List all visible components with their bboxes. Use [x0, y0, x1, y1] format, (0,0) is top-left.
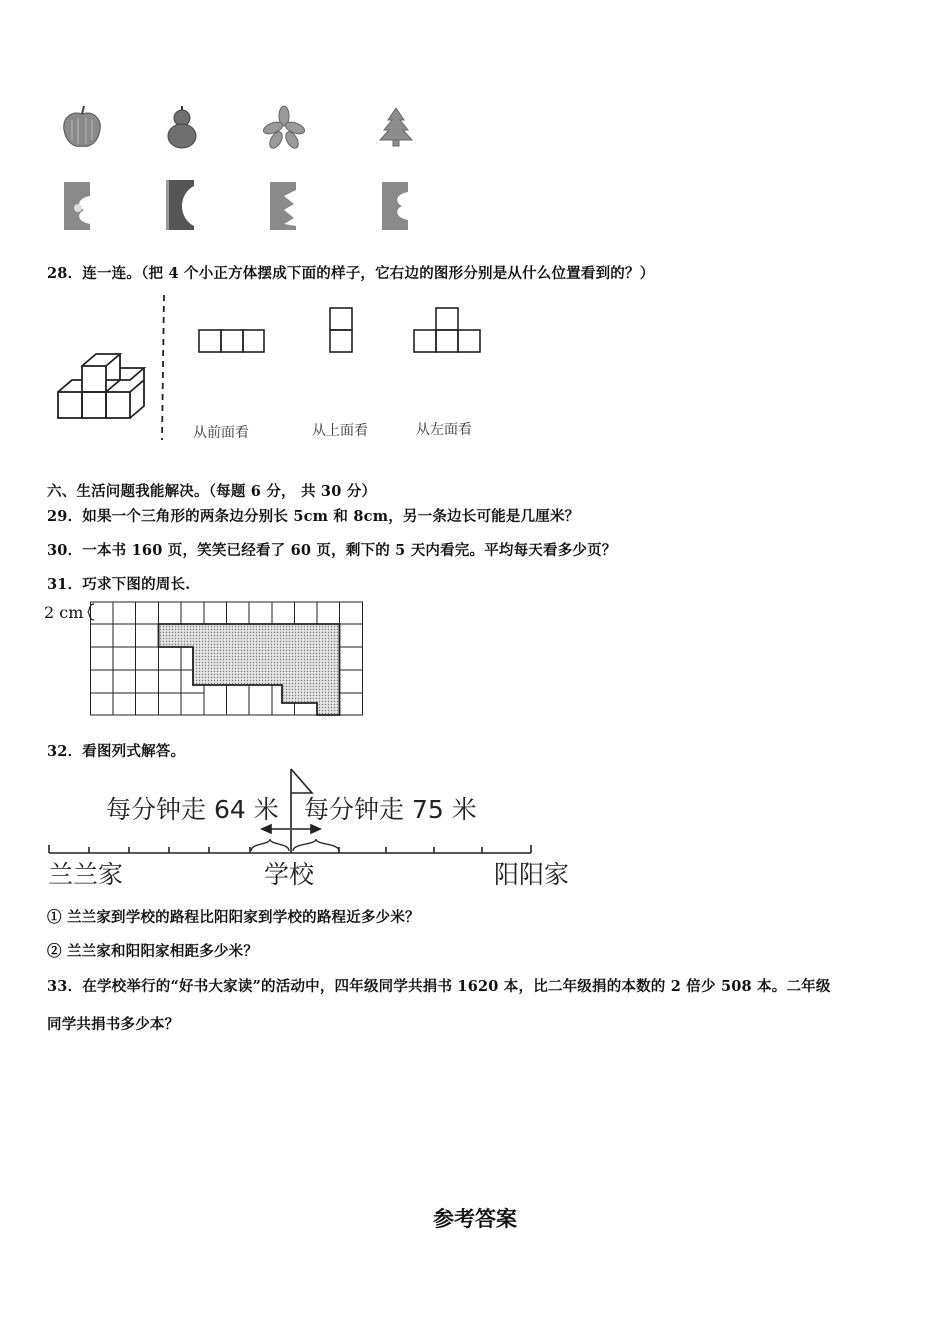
left-view-figure: [414, 308, 480, 352]
view-label-front: 从前面看: [193, 425, 249, 441]
left-brace: [251, 839, 289, 851]
q33-line1: 33．在学校举行的“好书大家读”的活动中，四年级同学共捐书 1620 本，比二年级捐的本数的 2 倍少 508 本。二年级: [47, 978, 831, 995]
q28-text: 28．连一连。（把 4 个小正方体摆成下面的样子，它右边的图形分别是从什么位置看到的？）: [47, 265, 655, 282]
q31-text: 31．巧求下图的周长.: [47, 576, 191, 593]
left-speed-label: 每分钟走 64 米: [106, 795, 279, 824]
q31-grid-figure: [42, 598, 372, 723]
flower-figure: [262, 106, 306, 150]
place-school: 学校: [264, 860, 315, 889]
cutout-card-4: [382, 182, 408, 230]
q32-sub2: ② 兰兰家和阳阳家相距多少米？: [47, 943, 259, 960]
front-view-figure: [199, 330, 264, 352]
cutout-card-1: [64, 182, 90, 230]
q32-sub1: ① 兰兰家到学校的路程比阳阳家到学校的路程近多少米？: [47, 909, 420, 926]
q32-text: 32．看图列式解答。: [47, 743, 186, 760]
cutout-card-2: [166, 180, 194, 230]
q27-figures: [50, 100, 430, 240]
q29-text: 29．如果一个三角形的两条边分别长 5cm 和 8cm，另一条边长可能是几厘米？: [47, 508, 580, 525]
tree-figure: [380, 108, 412, 146]
view-label-top: 从上面看: [312, 423, 368, 439]
gourd-figure: [168, 106, 196, 148]
q30-text: 30．一本书 160 页，笑笑已经看了 60 页，剩下的 5 天内看完。平均每天看多少页？: [47, 542, 617, 559]
q28-figure: [50, 290, 500, 450]
top-view-figure: [330, 308, 352, 352]
cube-stack: [58, 354, 144, 418]
place-yangyang-home: 阳阳家: [494, 860, 570, 889]
section6-title: 六、生活问题我能解决。（每题 6 分， 共 30 分）: [47, 483, 377, 500]
cutout-card-3: [270, 182, 296, 230]
view-label-left: 从左面看: [416, 422, 472, 438]
q32-numberline-figure: [40, 765, 580, 895]
right-brace: [293, 839, 339, 851]
q33-line2: 同学共捐书多少本？: [47, 1016, 180, 1033]
q31-scale-label: 2 cm: [44, 603, 84, 622]
apple-figure: [64, 106, 101, 146]
place-lanlan-home: 兰兰家: [48, 860, 124, 889]
right-speed-label: 每分钟走 75 米: [304, 795, 477, 824]
answer-title: 参考答案: [433, 1207, 517, 1231]
dashed-separator: [162, 295, 164, 440]
number-line: [49, 845, 531, 853]
